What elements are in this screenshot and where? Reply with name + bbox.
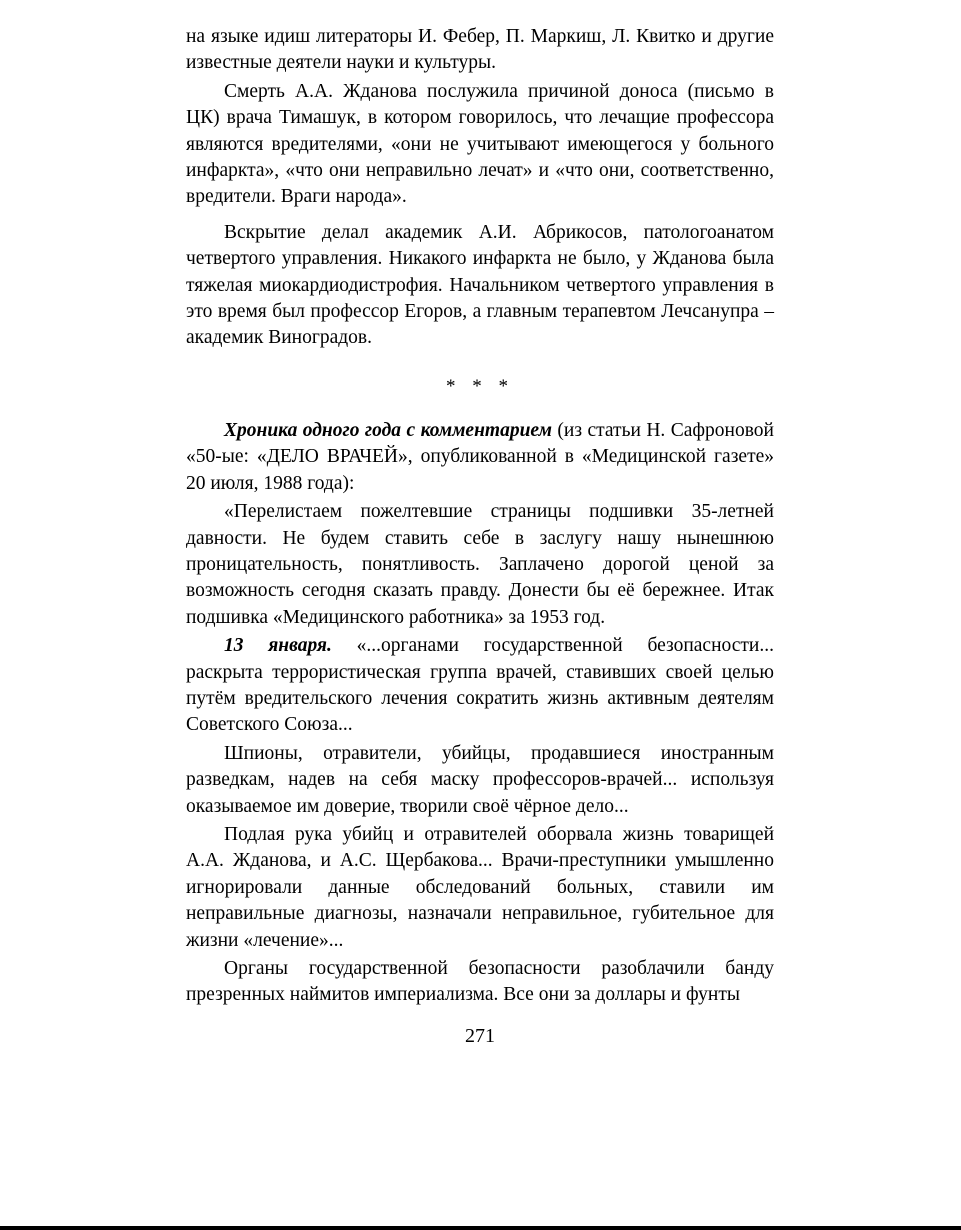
january-13-text: «...органами государственной безопасности... раскрыта террористическая группа врачей, ставивших своей целью путём вредительского лечения сократить жизнь активным деятелям Советского Союза... [186, 635, 774, 736]
date-heading: 13 января. [224, 635, 332, 657]
paragraph-zhdanov-death: Смерть А.А. Жданова послужила причиной доноса (письмо в ЦК) врача Тимашук, в котором говорилось, что лечащие профессора являются вредителями, «они не учитывают имеющегося у больного инфаркта», «что они неправильно лечат» и «что они, соответственно, вредители. Враги народа». [186, 80, 774, 208]
chronicle-intro-text: (из статьи Н. Сафроновой «50-ые: «ДЕЛО ВРАЧЕЙ», опубликованной в «Медицинской газете» 20 июля, 1988 года): [186, 419, 774, 494]
paragraph-newspaper-quote: «Перелистаем пожелтевшие страницы подшивки 35-летней давности. Не будем ставить себе в заслугу нашу нынешнюю проницательность, понятливость. Заплачено дорогой ценой за возможность сегодня сказать правду. Донести бы её бережнее. Итак подшивка «Медицинского работника» за 1953 год. [186, 501, 774, 628]
page-number: 271 [465, 1024, 495, 1047]
paragraph-spies: Шпионы, отравители, убийцы, продавшиеся иностранным разведкам, надев на себя маску профессоров-врачей... используя оказываемое им доверие, творили своё чёрное дело... [186, 742, 774, 817]
section-separator: * * * [446, 375, 514, 397]
paragraph-january-13 [186, 633, 774, 739]
paragraph-state-security: Органы государственной безопасности разоблачили банду презренных наймитов империализма. Все они за доллары и фунты [186, 958, 774, 1006]
page-content [186, 24, 774, 1048]
paragraph-chronicle-intro [186, 418, 774, 497]
chronicle-heading: Хроника одного года с комментарием [224, 419, 552, 441]
paragraph-murderers: Подлая рука убийц и отравителей оборвала жизнь товарищей А.А. Жданова, и А.С. Щербакова... Врачи-преступники умышленно игнорировали данные обследований больных, ставили им неправильные диагнозы, назначали неправильное, губительное для жизни «лечение»... [186, 823, 774, 951]
paragraph-continuation: на языке идиш литераторы И. Фебер, П. Маркиш, Л. Квитко и другие известные деятели науки и культуры. [186, 26, 774, 74]
paragraph-autopsy: Вскрытие делал академик А.И. Абрикосов, патологоанатом четвертого управления. Никакого инфаркта не было, у Жданова была тяжелая миокардиодистрофия. Начальником четвертого управления в это время был профессор Егоров, а главным терапевтом Лечсанупра – академик Виноградов. [186, 221, 774, 349]
scan-bottom-edge [0, 1226, 961, 1230]
